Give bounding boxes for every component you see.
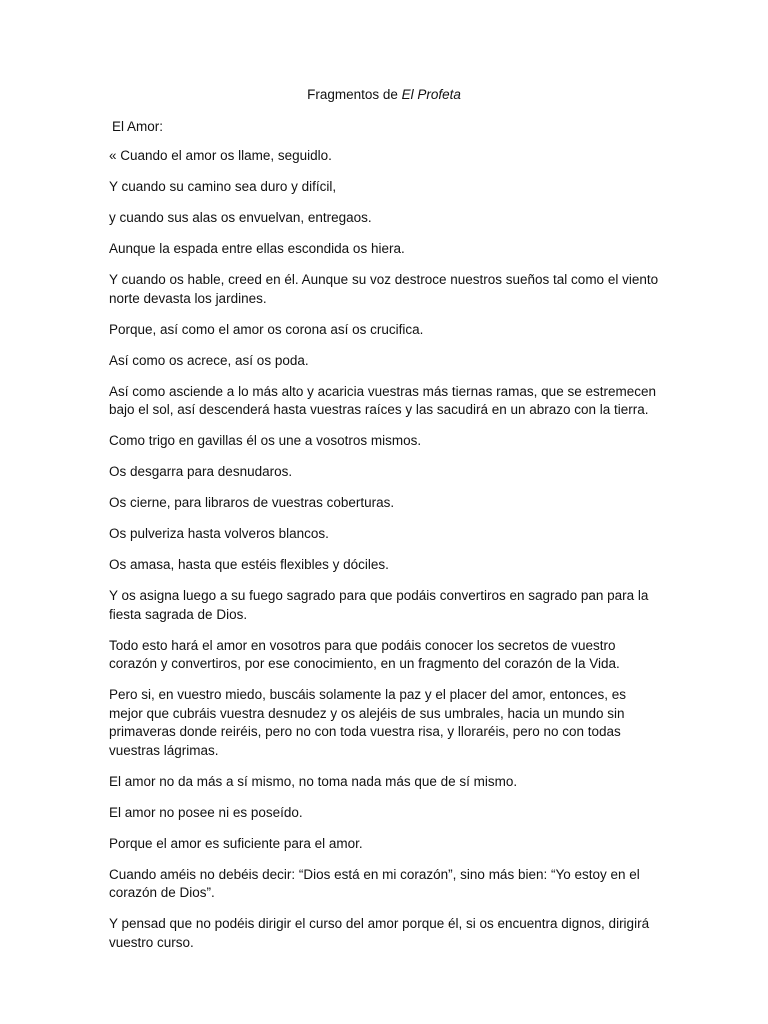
paragraph: El amor no posee ni es poseído. xyxy=(109,804,303,820)
paragraph: Como trigo en gavillas él os une a vosotros mismos. xyxy=(109,433,422,448)
paragraph: Os cierne, para libraros de vuestras coberturas. xyxy=(109,495,395,510)
paragraph: Porque el amor es suficiente para el amor. xyxy=(109,835,363,851)
paragraph: Y os asigna luego a su fuego sagrado para que podáis convertiros en sagrado pan para la fiesta sagrada de Dios. xyxy=(109,588,649,622)
paragraph: Y cuando su camino sea duro y difícil, xyxy=(109,179,337,194)
paragraph: El amor no da más a sí mismo, no toma nada más que de sí mismo. xyxy=(109,773,518,789)
body-text xyxy=(109,147,661,965)
title-prefix: Fragmentos de xyxy=(307,87,402,102)
paragraph: Porque, así como el amor os corona así os crucifica. xyxy=(109,321,424,337)
paragraph: Aunque la espada entre ellas escondida os hiera. xyxy=(109,241,405,256)
title-italic-work: El Profeta xyxy=(401,87,461,102)
paragraph: Os desgarra para desnudaros. xyxy=(109,464,293,479)
paragraph: Y pensad que no podéis dirigir el curso del amor porque él, si os encuentra dignos, dirigirá vuestro curso. xyxy=(109,916,650,950)
paragraph: Pero si, en vuestro miedo, buscáis solamente la paz y el placer del amor, entonces, es mejor que cubráis vuestra desnudez y os alejéis de sus umbrales, hacia un mundo sin primaveras donde reiréis, pero no con toda vuestra risa, y lloraréis, pero no con todas vuestras lágrimas. xyxy=(109,687,627,758)
paragraph: Así como os acrece, así os poda. xyxy=(109,352,309,368)
paragraph: Todo esto hará el amor en vosotros para que podáis conocer los secretos de vuestro corazón y convertiros, por ese conocimiento, en un fragmento del corazón de la Vida. xyxy=(109,637,620,671)
document-title xyxy=(0,86,768,104)
paragraph: « Cuando el amor os llame, seguidlo. xyxy=(109,148,332,163)
paragraph: Os amasa, hasta que estéis flexibles y dóciles. xyxy=(109,557,389,572)
paragraph: y cuando sus alas os envuelvan, entregaos. xyxy=(109,210,372,225)
section-heading: El Amor: xyxy=(112,119,164,134)
paragraph: Así como asciende a lo más alto y acaricia vuestras más tiernas ramas, que se estremecen bajo el sol, así descenderá hasta vuestras raíces y las sacudirá en un abrazo con la tierra. xyxy=(109,383,656,417)
paragraph: Os pulveriza hasta volveros blancos. xyxy=(109,526,329,541)
paragraph: Y cuando os hable, creed en él. Aunque su voz destroce nuestros sueños tal como el viento norte devasta los jardines. xyxy=(109,272,659,306)
paragraph: Cuando améis no debéis decir: “Dios está en mi corazón”, sino más bien: “Yo estoy en el corazón de Dios”. xyxy=(109,866,640,900)
